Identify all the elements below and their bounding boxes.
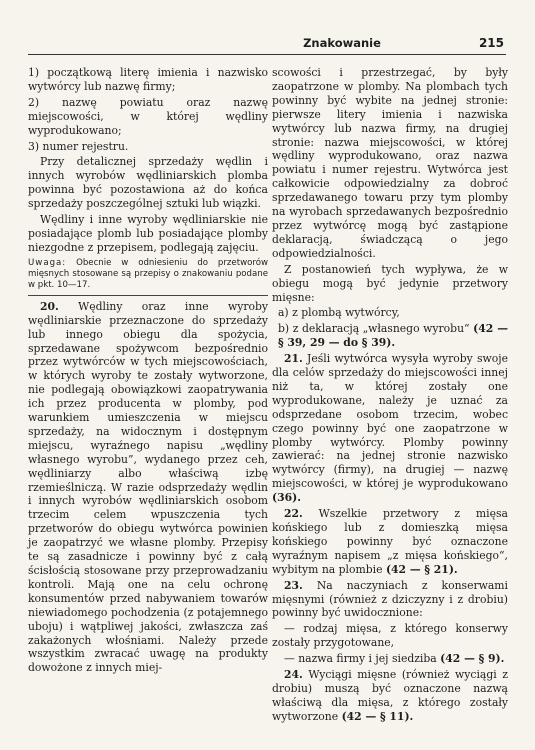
section-23 — [272, 579, 508, 621]
list-item-b — [272, 322, 508, 350]
running-header — [28, 36, 506, 55]
section-number: 21. — [284, 352, 303, 366]
chapter-title: Znakowanie — [303, 36, 381, 50]
list-item-a: a) z plombą wytwórcy, — [278, 306, 400, 320]
list-item-2: 2) nazwę powiatu oraz nazwę miejscowości, w której wędliny wyprodukowano; — [28, 95, 268, 137]
section-text: Wszelkie przetwory z mięsa końskiego lub z domieszką mięsa końskiego powinny być oznaczone wyraźnym napisem „z mięsa końskiego“, wybitym na plombie — [272, 507, 508, 576]
section-23-item-b — [272, 652, 508, 666]
section-24 — [272, 668, 508, 724]
right-column — [272, 66, 508, 726]
section-21 — [272, 352, 508, 505]
divider — [28, 295, 268, 296]
section-number: 23. — [284, 578, 303, 592]
reference: (42 — § 21). — [385, 562, 458, 576]
reference: (42 — § 9). — [440, 652, 505, 666]
list-item-3: 3) numer rejestru. — [28, 139, 129, 153]
page-number: 215 — [478, 36, 504, 50]
section-23-item-a: — rodzaj mięsa, z którego konserwy zostały przygotowane, — [272, 622, 508, 650]
section-number: 20. — [40, 299, 59, 313]
remark-label: Uwaga: — [28, 257, 67, 268]
reference: (42 — § 11). — [341, 709, 414, 723]
section-20 — [28, 300, 268, 675]
paragraph-continuation: scowości i przestrzegać, by były zaopatrzone w plomby. Na plombach tych powinny być wybite na jednej stronie: pierwsze litery imienia i nazwiska wytwórcy lub nazwa firmy, na drugiej stronie: nazwa miejscowości, w której wędliny wyprodukowano, oraz nazwa powiatu i numer rejestru. Wytwórca jest całkowicie odpowiedzialny za dobroć sprzedawanego towaru przy tym plomby na wyrobach sprzedawanych bezpośrednio przez wytwórcę mogą być zastąpione deklaracją, świadczącą o jego odpowiedzialności. — [272, 66, 508, 260]
reference: (42 — § 39, 29 — do § 39). — [278, 322, 508, 350]
paragraph-retail-sale: Przy detalicznej sprzedaży wędlin i innych wyrobów wędliniarskich plomba powinna być pozostawiona aż do końca sprzedaży poszczególnej sztuki lub wiązki. — [28, 155, 268, 211]
paragraph-seizure: Wędliny i inne wyroby wędliniarskie nie posiadające plomb lub posiadające plomby niezgodne z przepisem, podlegają zajęciu. — [28, 213, 268, 254]
remark-text: Obecnie w odniesieniu do przetworów mięsnych stosowane są przepisy o znakowaniu podane w pkt. 10—17. — [28, 257, 268, 290]
reference: (36). — [272, 491, 302, 505]
section-text: Wędliny oraz inne wyroby wędliniarskie przeznaczone do sprzedaży lub innego obiegu dla spożycia, sprzedawane spożywcom bezpośrednio przez wytwórców w tych miejscowościach, w których wyroby te zostały wytworzone, nie podlegają obowiązkowi zaopatrywania ich przez producenta w plomby, pod warunkiem umieszczenia w miejscu sprzedaży, na widocznym i dostępnym miejscu, wyraźnego napisu „wędliny własnego wyrobu”, wydanego przez ceh, wędliniarzy albo właściwą izbę rzemieślniczą. W razie odsprzedaży wędlin i innych wyrobów wędliniarskich osobom trzecim celem wpuszczenia tych przetworów do obiegu wytwórca powinien je zaopatrzyć we własne plomby. Przepisy te są zasadnicze i powinny być z całą ścisłością stosowane przy przeprowadzaniu kontroli. Mają one na celu ochronę konsumentów przed nabywaniem towarów niewiadomego pochodzenia (z potajemnego uboju) i wątpliwej jakości, zwłaszcza zaś zakażonych włośniami. Należy przede wszystkim zwracać uwagę na produkty dowożone z innych miej- — [28, 299, 268, 675]
section-text: Wyciągi mięsne (również wyciągi z drobiu) muszą być oznaczone nazwą właściwą dla mięsa, z którego zostały wytworzone — [272, 668, 508, 723]
section-text: — nazwa firmy i jej siedziba — [284, 652, 441, 666]
section-text: Jeśli wytwórca wysyła wyroby swoje dla celów sprzedaży do miejscowości innej niż ta, w której zostały one wyprodukowane, należy je uznać za odsprzedane osobom trzecim, wobec czego powinny być one zaopatrzone w plomby wytwórcy. Plomby powinny zawierać: na jednej stronie nazwisko wytwórcy (firmy), na drugiej — nazwę miejscowości, w której je wyprodukowano — [272, 352, 508, 491]
remark-note — [28, 258, 268, 291]
left-column — [28, 66, 268, 677]
section-number: 22. — [284, 507, 303, 521]
section-text: Na naczyniach z konserwami mięsnymi (również z dziczyzny i z drobiu) powinny być uwidocznione: — [272, 578, 508, 620]
paragraph-circulation: Z postanowień tych wypływa, że w obiegu mogą być jedynie przetwory mięsne: — [272, 262, 508, 304]
list-item-1: 1) początkową literę imienia i nazwisko wytwórcy lub nazwę firmy; — [28, 66, 268, 93]
list-item-b-text: b) z deklaracją „własnego wyrobu“ — [278, 322, 474, 336]
section-22 — [272, 507, 508, 577]
section-number: 24. — [284, 668, 303, 682]
